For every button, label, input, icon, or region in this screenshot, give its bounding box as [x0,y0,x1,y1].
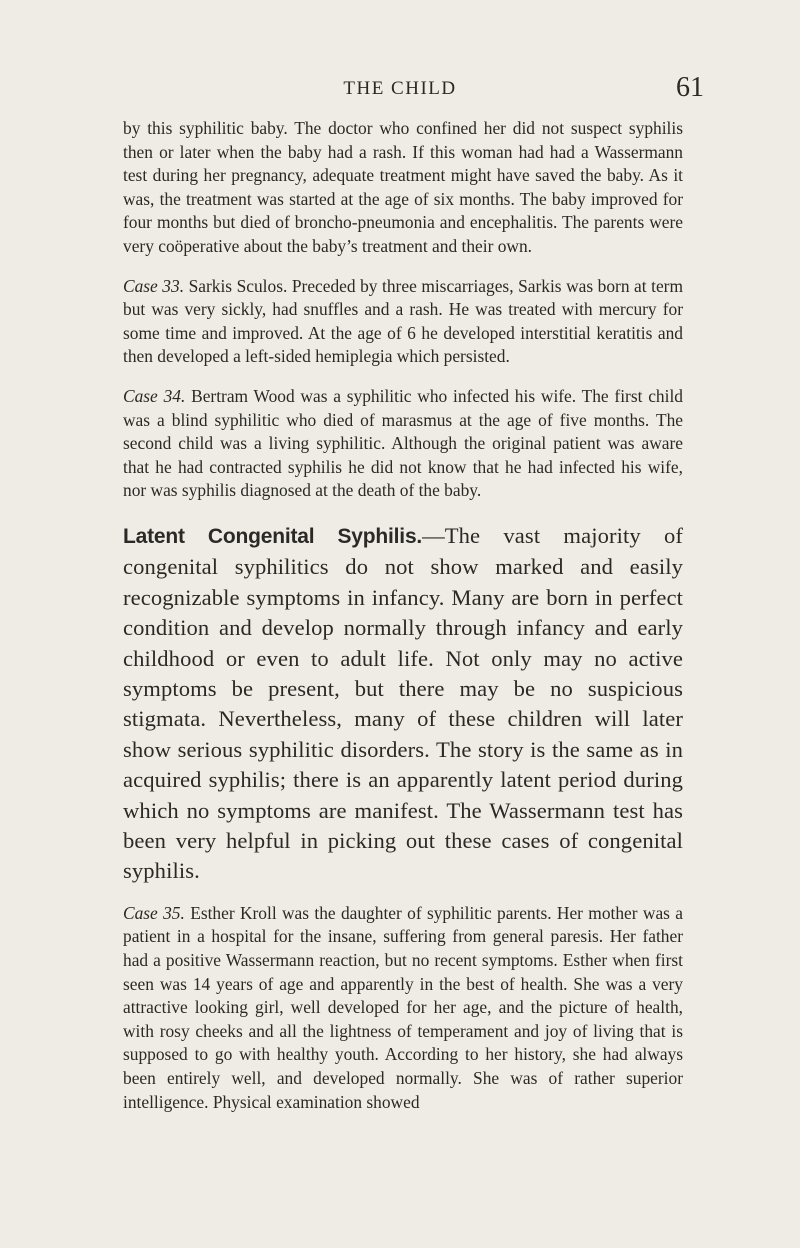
case-33-paragraph [123,275,683,369]
paragraph-continuation: by this syphilitic baby. The doctor who confined her did not suspect syphilis then or later when the baby had a rash. If this woman had had a Wassermann test during her pregnancy, adequate treatment might have saved the baby. As it was, the treatment was started at the age of six months. The baby improved for four months but died of broncho-pneumonia and encephalitis. The parents were very coöperative about the baby’s treatment and their own. [123,118,683,256]
running-head [0,72,800,108]
case-35-paragraph [123,902,683,1114]
latent-syphilis-paragraph [123,521,683,887]
section-heading: Latent Congenital Syphilis. [123,524,423,548]
case-34-text: Bertram Wood was a syphilitic who infected his wife. The first child was a blind syphilitic who died of marasmus at the age of five months. The second child was a living syphilitic. Although the original patient was aware that he had contracted syphilis he did not know that he had infected his wife, nor was syphilis diagnosed at the death of the baby. [123,385,683,501]
running-title: THE CHILD [343,78,457,99]
case-35-label: Case 35. [123,902,185,923]
section-text: —The vast majority of congenital syphilitics do not show marked and easily recognizable symptoms in infancy. Many are born in perfect condition and develop normally through infancy and early childhood or even to adult life. Not only may no active symptoms be present, but there may be no suspicious stigmata. Nevertheless, many of these children will later show serious syphilitic disorders. The story is the same as in acquired syphilis; there is an apparently latent period during which no symptoms are manifest. The Wassermann test has been very helpful in picking out these cases of congenital syphilis. [123,522,683,884]
page-number: 61 [676,72,704,103]
body-text [123,117,683,1130]
case-34-paragraph [123,385,683,503]
case-33-text: Sarkis Sculos. Preceded by three miscarriages, Sarkis was born at term but was very sickly, had snuffles and a rash. He was treated with mercury for some time and improved. At the age of 6 he developed interstitial keratitis and then developed a left-sided hemiplegia which persisted. [123,275,684,367]
case-34-label: Case 34. [123,385,186,406]
case-33-label: Case 33. [123,275,185,296]
case-35-text: Esther Kroll was the daughter of syphilitic parents. Her mother was a patient in a hospital for the insane, suffering from general paresis. Her father had a positive Wassermann reaction, but no recent symptoms. Esther when first seen was 14 years of age and apparently in the best of health. She was a very attractive looking girl, well developed for her age, and the picture of health, with rosy cheeks and all the lightness of temperament and joy of living that is supposed to go with healthy youth. According to her history, she had always been entirely well, and developed normally. She was of rather superior intelligence. Physical examination showed [123,902,683,1112]
